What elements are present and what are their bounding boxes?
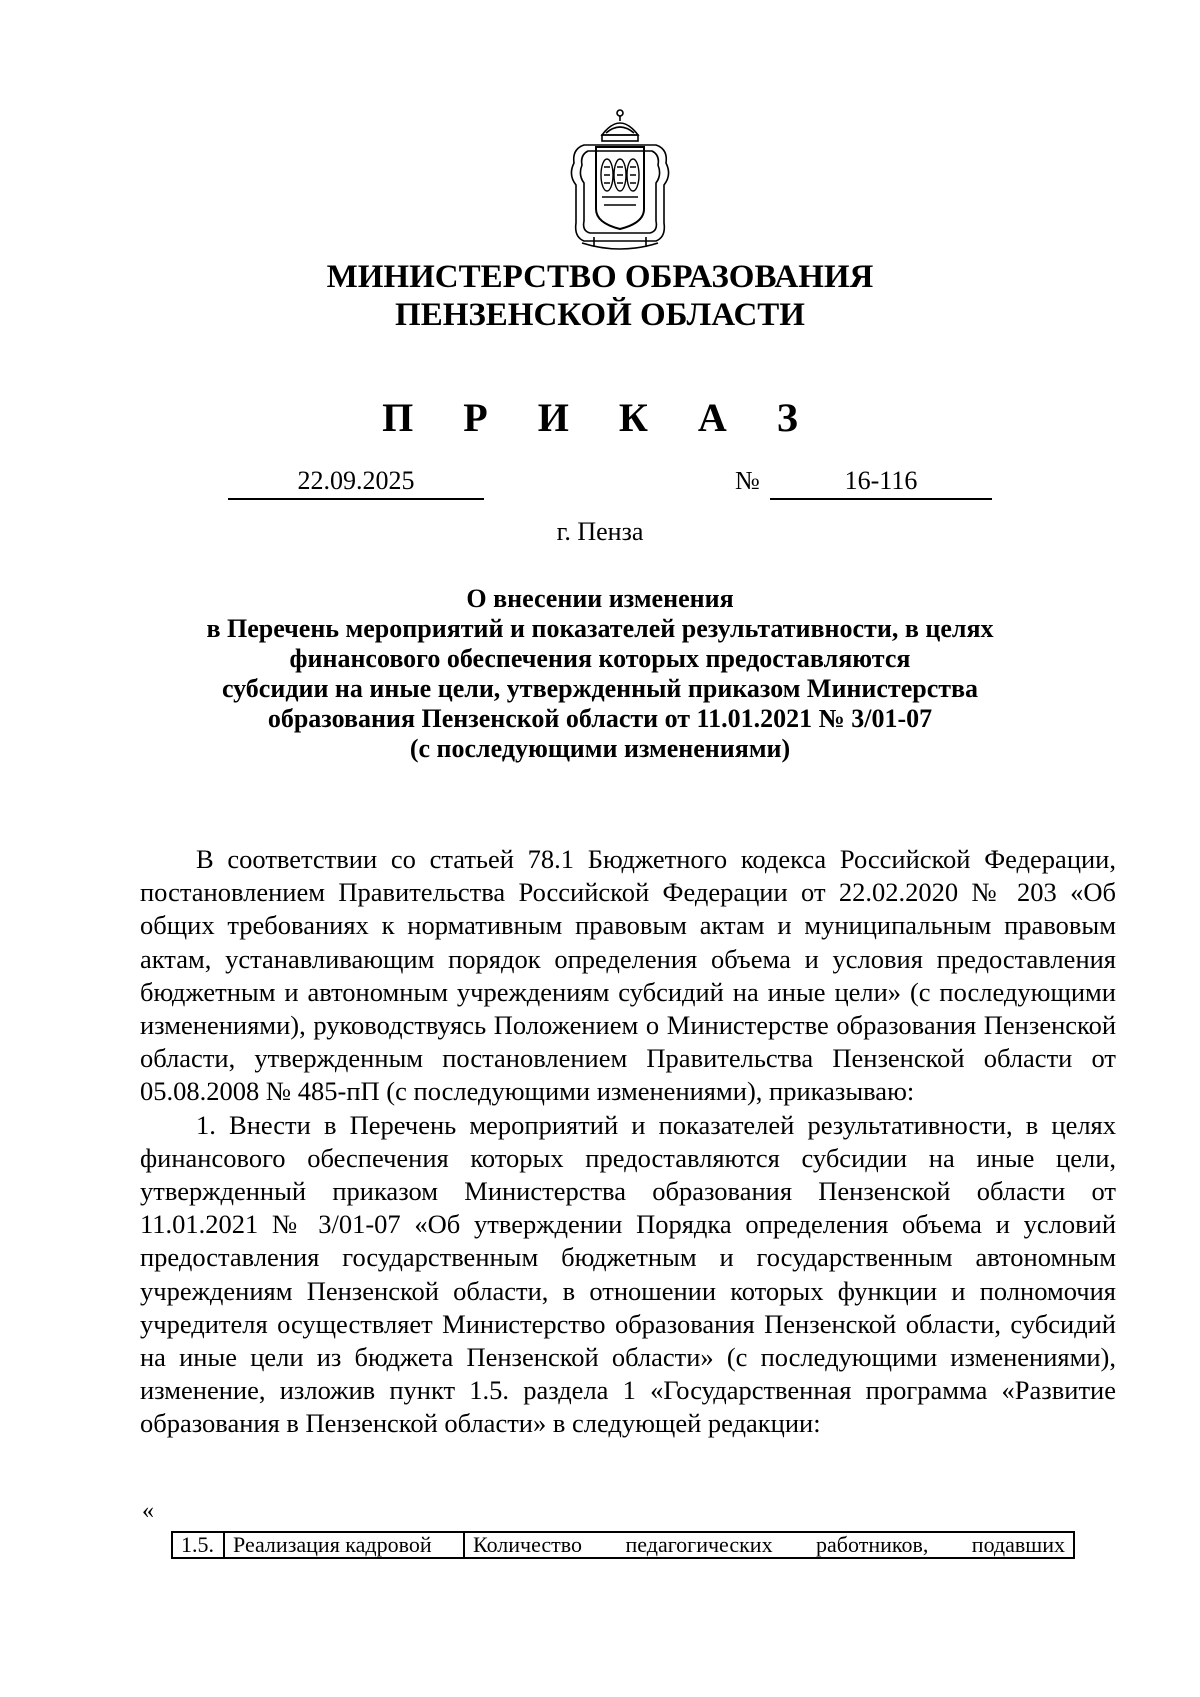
order-body <box>140 843 1116 1441</box>
title-line: образования Пензенской области от 11.01.2021 № 3/01-07 <box>267 704 933 733</box>
table-row <box>172 1532 1074 1558</box>
amendment-table <box>171 1531 1075 1559</box>
table-cell-activity: Реализация кадровой <box>224 1532 464 1558</box>
title-line: в Перечень мероприятий и показателей результативности, в целях <box>206 614 994 643</box>
table-cell-number: 1.5. <box>172 1532 224 1558</box>
table-cell-indicator: Количество педагогических работников, подавших <box>464 1532 1074 1558</box>
title-line: финансового обеспечения которых предоставляются <box>289 644 911 673</box>
body-paragraph-preamble: В соответствии со статьей 78.1 Бюджетного кодекса Российской Федерации, постановлением Правительства Российской Федерации от 22.02.2020 № 203 «Об общих требованиях к нормативным правовым актам и муниципальным правовым актам, устанавливающим порядок определения объема и условия предоставления бюджетным и автономным учреждениям субсидий на иные цели» (с последующими изменениями), руководствуясь Положением о Министерстве образования Пензенской области, утвержденным постановлением Правительства Пензенской области от 05.08.2008 № 485-пП (с последующими изменениями), приказываю: <box>140 844 1116 1107</box>
order-date: 22.09.2025 <box>228 464 484 500</box>
coat-of-arms-emblem <box>564 105 676 255</box>
open-quote-mark: « <box>142 1498 154 1524</box>
city-name: г. Пенза <box>556 517 644 546</box>
body-paragraph-item-1: 1. Внести в Перечень мероприятий и показателей результативности, в целях финансового обеспечения которых предоставляются субсидии на иные цели, утвержденный приказом Министерства образования Пензенской области от 11.01.2021 № 3/01-07 «Об утверждении Порядка определения объема и условий предоставления государственным бюджетным и государственным автономным учреждениям Пензенской области, в отношении которых функции и полномочия учредителя осуществляет Министерство образования Пензенской области, субсидий на иные цели из бюджета Пензенской области» (с последующими изменениями), изменение, изложив пункт 1.5. раздела 1 «Государственная программа «Развитие образования в Пензенской области» в следующей редакции: <box>140 1109 1116 1439</box>
order-title <box>140 584 1060 764</box>
ministry-name-line2: ПЕНЗЕНСКОЙ ОБЛАСТИ <box>395 297 805 333</box>
ministry-name-line1: МИНИСТЕРСТВО ОБРАЗОВАНИЯ <box>326 259 874 295</box>
title-line: субсидии на иные цели, утвержденный приказом Министерства <box>221 674 979 703</box>
title-line: (с последующими изменениями) <box>409 734 791 763</box>
order-number: 16-116 <box>770 464 992 500</box>
document-type-heading: П Р И К А З <box>382 395 818 440</box>
number-sign: № <box>735 466 760 495</box>
title-line: О внесении изменения <box>466 584 734 613</box>
